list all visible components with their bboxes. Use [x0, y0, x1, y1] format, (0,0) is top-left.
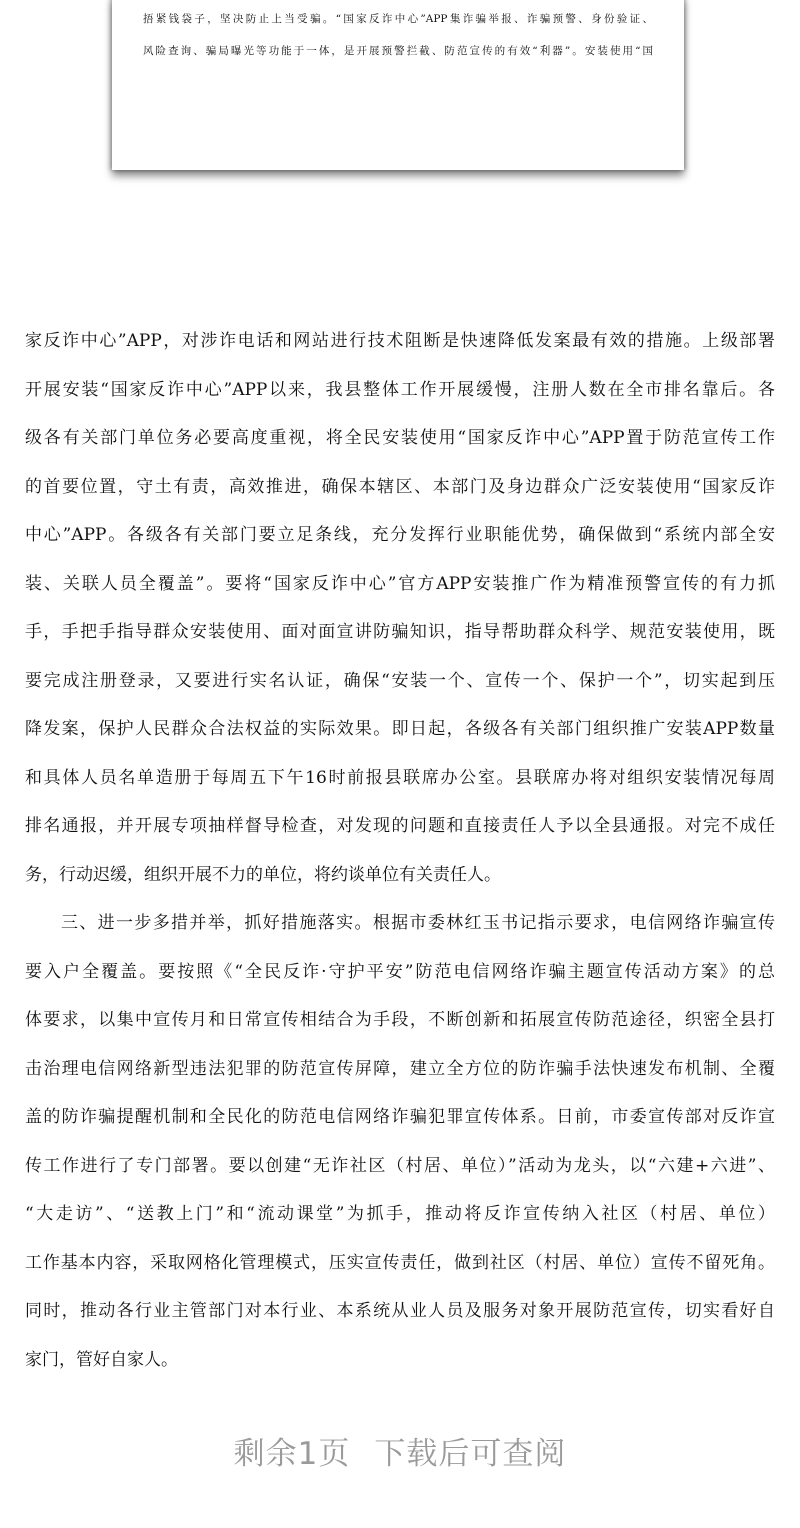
download-prompt[interactable]	[0, 1428, 800, 1473]
text-line: 开展安装“国家反诈中心”APP以来，我县整体工作开展缓慢，注册人数在全市排名靠后。各	[25, 379, 775, 400]
text-line: 传工作进行了专门部署。要以创建“无诈社区（村居、单位）”活动为龙头，以“六建+六进”、	[25, 1155, 775, 1176]
text-line: 手，手把手指导群众安装使用、面对面宣讲防骗知识，指导帮助群众科学、规范安装使用，既	[25, 622, 775, 642]
text-line: 盖的防诈骗提醒机制和全民化的防范电信网络诈骗犯罪宣传体系。日前，市委宣传部对反诈宣	[25, 1107, 775, 1127]
text-line: 要完成注册登录，又要进行实名认证，确保“安装一个、宣传一个、保护一个”，切实起到压	[25, 670, 775, 691]
text-line: 家反诈中心”APP，对涉诈电话和网站进行技术阻断是快速降低发案最有效的措施。上级部署	[25, 331, 775, 351]
text-line: 的首要位置，守土有责，高效推进，确保本辖区、本部门及身边群众广泛安装使用“国家反诈	[25, 476, 775, 497]
card-text-line: 风险查询、骗局曝光等功能于一体，是开展预警拦截、防范宣传的有效“利器”。安装使用“国	[143, 45, 653, 57]
text-line: 家门，管好自家人。	[25, 1349, 178, 1370]
text-line: 体要求，以集中宣传月和日常宣传相结合为手段，不断创新和拓展宣传防范途径，织密全县打	[25, 1010, 775, 1030]
document-body	[25, 326, 775, 1393]
text-line: 和具体人员名单造册于每周五下午16时前报县联席办公室。县联席办将对组织安装情况每周	[25, 767, 775, 788]
download-hint-text: 下载后可查阅	[374, 1436, 567, 1472]
text-line: 工作基本内容，采取网格化管理模式，压实宣传责任，做到社区（村居、单位）宣传不留死角。	[25, 1252, 775, 1273]
text-line: 击治理电信网络新型违法犯罪的防范宣传屏障，建立全方位的防诈骗手法快速发布机制、全覆	[25, 1058, 775, 1079]
text-line: 要入户全覆盖。要按照《“全民反诈·守护平安”防范电信网络诈骗主题宣传活动方案》的总	[25, 961, 775, 982]
page-preview-card	[112, 0, 684, 170]
remaining-pages-text: 剩余1页	[233, 1436, 351, 1472]
text-line: “大走访”、“送教上门”和“流动课堂”为抓手，推动将反诈宣传纳入社区（村居、单位）	[25, 1204, 775, 1224]
text-line: 中心”APP。各级各有关部门要立足条线，充分发挥行业职能优势，确保做到“系统内部全安	[25, 525, 775, 545]
text-line: 排名通报，并开展专项抽样督导检查，对发现的问题和直接责任人予以全县通报。对完不成任	[25, 816, 775, 836]
text-line: 装、关联人员全覆盖”。要将“国家反诈中心”官方APP安装推广作为精准预警宣传的有力抓	[25, 573, 775, 594]
section-heading-line: 三、进一步多措并举，抓好措施落实。根据市委林红玉书记指示要求，电信网络诈骗宣传	[61, 913, 775, 933]
card-text-line: 捂紧钱袋子，坚决防止上当受骗。“国家反诈中心”APP集诈骗举报、诈骗预警、身份验证、	[143, 13, 653, 25]
text-line: 同时，推动各行业主管部门对本行业、本系统从业人员及服务对象开展防范宣传，切实看好自	[25, 1301, 775, 1321]
text-line: 级各有关部门单位务必要高度重视，将全民安装使用“国家反诈中心”APP置于防范宣传工作	[25, 428, 775, 448]
text-line: 务，行动迟缓，组织开展不力的单位，将约谈单位有关责任人。	[25, 864, 501, 885]
text-line: 降发案，保护人民群众合法权益的实际效果。即日起，各级各有关部门组织推广安装APP数量	[25, 719, 775, 739]
